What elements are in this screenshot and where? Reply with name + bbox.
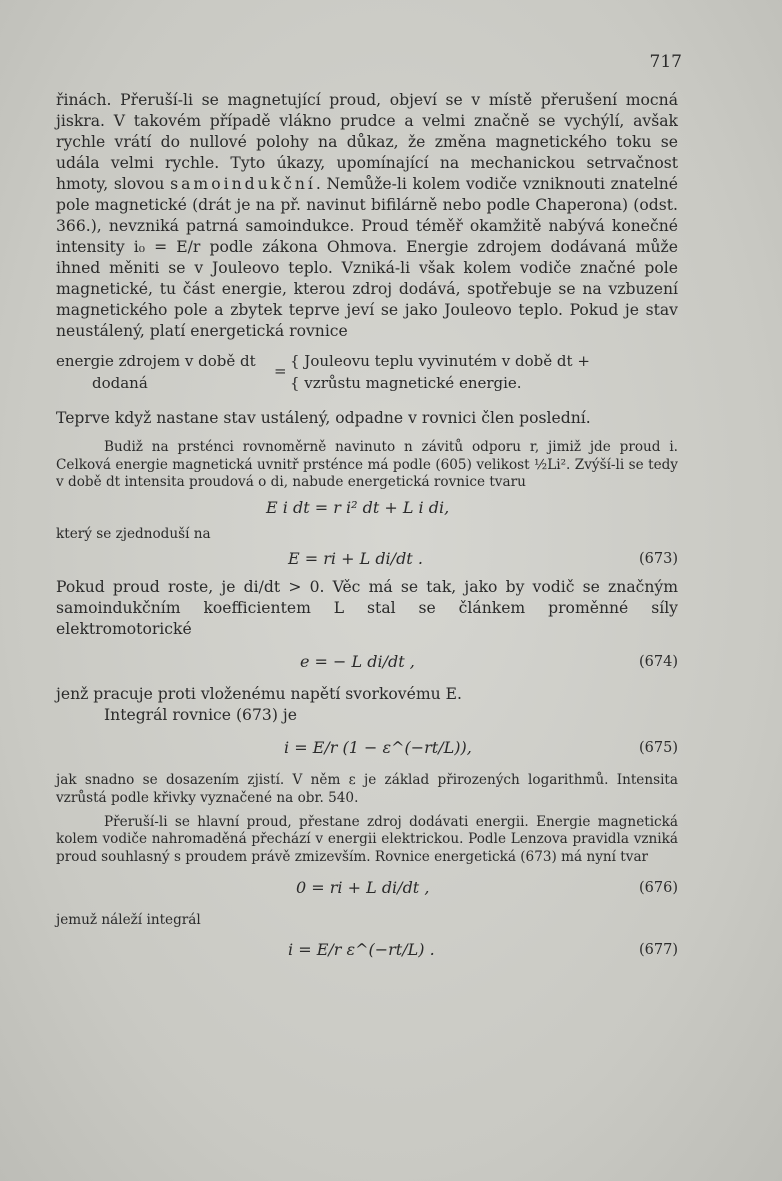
paragraph-3: Budiž na prsténci rovnoměrně navinuto n závitů odporu r, jimiž jde proud i. Celková energie magnetická uvnitř prsténce má podle (605) velikost ½Li². Zvýší-li se tedy v době dt intensita proudová o di, nabude energetická rovnice tvaru [56,439,678,491]
energy-left-1: energie zdrojem v době dt [56,352,256,370]
paragraph-8: jak snadno se dosazením zjistí. V něm ε je základ přirozených logarithmů. Intensita vzrůstá podle křivky vyznačené na obr. 540. [56,772,678,806]
energy-equation [56,352,678,402]
main-text [56,90,678,972]
equation-673 [56,543,678,577]
paragraph-10: jemuž náleží integrál [56,912,201,929]
equation-energy-body: E i dt = r i² dt + L i di, [266,497,450,517]
equation-674 [56,640,678,684]
equation-675-number: (675) [639,740,678,757]
equation-677 [56,930,678,972]
equation-677-number: (677) [639,941,678,958]
paragraph-5: Pokud proud roste, je di/dt > 0. Věc má se tak, jako by vodič se značným samoindukčním koefficientem L stal se článkem proměnné síly elektromotorické [56,578,678,639]
p1-text: řinách. Přeruší-li se magnetující proud, objeví se v místě přerušení mocná jiskra. V takovém případě vlákno prudce a velmi značně se vychýlí, avšak rychle vrátí do nullové polohy na důkaz, že změna magnetického toku se udála velmi rychle. Tyto úkazy, upomínající na mechanickou setrvačnost hmoty, slovou [56,91,678,193]
paragraph-6: jenž pracuje proti vloženému napětí svorkovému E. [56,685,462,704]
equation-676-body: 0 = ri + L di/dt , [296,878,430,898]
energy-right-2: { vzrůstu magnetické energie. [290,374,522,392]
equation-energy [56,492,678,526]
equation-675 [56,726,678,772]
energy-right-1: { Jouleovu teplu vyvinutém v době dt + [290,352,590,370]
paragraph-9: Přeruší-li se hlavní proud, přestane zdroj dodávati energii. Energie magnetická kolem vodiče nahromaděná přechází v energii elektrickou. Podle Lenzova pravidla vzniká proud souhlasný s proudem právě zmizevším. Rovnice energetická (673) má nyní tvar [56,813,678,865]
equation-676 [56,866,678,912]
energy-equals: = [274,362,287,380]
paragraph-7: Integrál rovnice (673) je [104,706,297,725]
equation-674-body: e = − L di/dt , [300,652,415,672]
equation-673-number: (673) [639,551,678,568]
equation-674-number: (674) [639,654,678,671]
energy-left-2: dodaná [92,374,148,392]
p1-rest: . Nemůže-li kolem vodiče vzniknouti znatelné pole magnetické (drát je na př. navinut bifilárně nebo podle Chaperona) (odst. 366.), nevzniká patrná samoindukce. Proud téměř okamžitě nabývá konečné intensity i₀ = E/r podle zákona Ohmova. Energie zdrojem dodávaná může ihned měniti se v Jouleovo teplo. Vzniká-li však kolem vodiče značné pole magnetické, tu část energie, kterou zdroj dodává, spotřebuje se na vzbuzení magnetického pole a zbytek teprve jeví se jako Jouleovo teplo. Pokud je stav neustálený, platí energetická rovnice [56,175,678,340]
page-number: 717 [649,52,682,72]
equation-673-body: E = ri + L di/dt . [288,549,423,569]
equation-675-body: i = E/r (1 − ε^(−rt/L)), [284,738,472,758]
paragraph-2: Teprve když nastane stav ustálený, odpadne v rovnici člen poslední. [56,409,591,427]
paragraph-1 [56,90,678,342]
emphasized-term: samoindukční [170,175,316,193]
equation-677-body: i = E/r ε^(−rt/L) . [288,939,435,959]
paragraph-4: který se zjednoduší na [56,525,211,542]
equation-676-number: (676) [639,880,678,897]
